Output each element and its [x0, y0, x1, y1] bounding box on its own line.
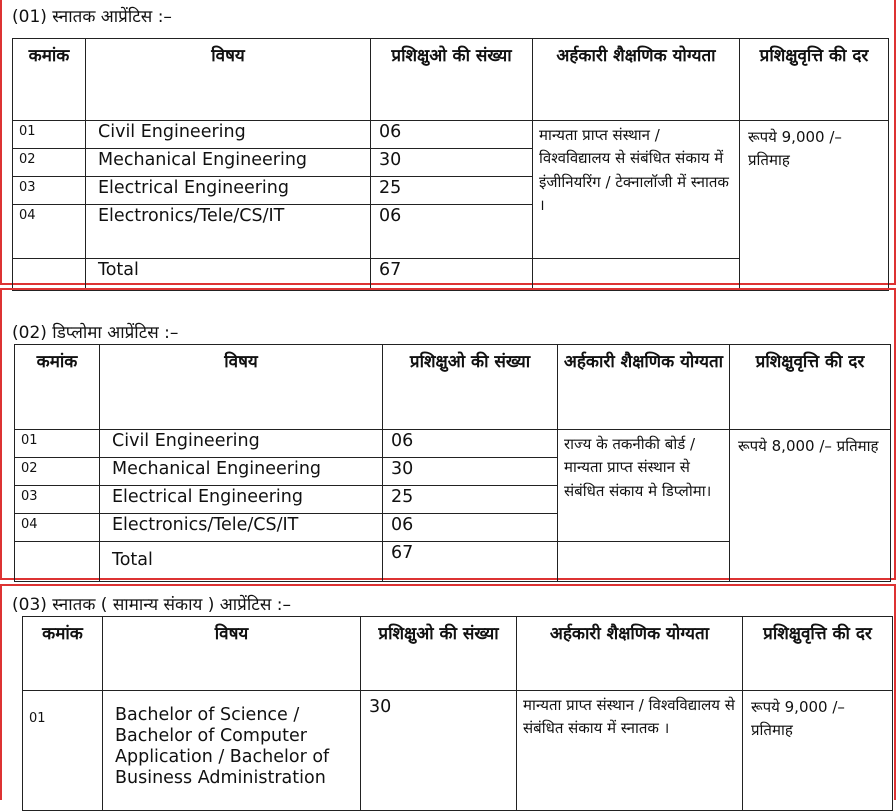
section-heading: (02) डिप्लोमा आप्रेंटिस :– — [12, 323, 179, 343]
total-label: Total — [100, 542, 383, 582]
row-count: 06 — [383, 430, 558, 458]
diploma-table — [14, 344, 891, 582]
total-value: 67 — [383, 542, 558, 582]
header-sno: कमांक — [15, 345, 100, 430]
section-heading: (03) स्नातक ( सामान्य संकाय ) आप्रेंटिस :– — [12, 595, 291, 615]
header-stipend: प्रशिक्षुवृत्ति की दर — [740, 39, 889, 121]
row-count: 25 — [383, 486, 558, 514]
header-subject: विषय — [103, 617, 361, 691]
table-row — [13, 121, 889, 149]
row-sno: 01 — [13, 121, 86, 149]
row-sno: 03 — [13, 177, 86, 205]
header-qualification: अर्हकारी शैक्षणिक योग्यता — [533, 39, 740, 121]
header-count: प्रशिक्षुओ की संख्या — [371, 39, 533, 121]
graduate-table — [12, 38, 889, 291]
qualification-cell: मान्यता प्राप्त संस्थान / विश्वविद्यालय से संबंधित संकाय में इंजीनियरिंग / टेक्नालॉजी में स्नातक । — [533, 121, 740, 259]
section-graduate-apprentice — [0, 0, 896, 285]
header-stipend: प्रशिक्षुवृत्ति की दर — [730, 345, 891, 430]
header-qualification: अर्हकारी शैक्षणिक योग्यता — [517, 617, 743, 691]
row-sno: 03 — [15, 486, 100, 514]
total-label: Total — [86, 259, 371, 291]
section-diploma-apprentice — [0, 288, 896, 580]
header-count: प्रशिक्षुओ की संख्या — [383, 345, 558, 430]
row-sno: 02 — [13, 149, 86, 177]
row-subject: Electrical Engineering — [86, 177, 371, 205]
row-sno: 04 — [13, 205, 86, 259]
table-row — [23, 691, 893, 811]
row-sno: 04 — [15, 514, 100, 542]
row-subject: Electronics/Tele/CS/IT — [100, 514, 383, 542]
stipend-cell: रूपये 8,000 /– प्रतिमाह — [730, 430, 891, 582]
header-qualification: अर्हकारी शैक्षणिक योग्यता — [558, 345, 730, 430]
row-count: 06 — [383, 514, 558, 542]
row-count: 25 — [371, 177, 533, 205]
row-sno: 02 — [15, 458, 100, 486]
header-subject: विषय — [100, 345, 383, 430]
header-sno: कमांक — [23, 617, 103, 691]
row-count: 30 — [383, 458, 558, 486]
section-heading: (01) स्नातक आप्रेंटिस :– — [12, 7, 172, 27]
total-value: 67 — [371, 259, 533, 291]
header-count: प्रशिक्षुओ की संख्या — [361, 617, 517, 691]
header-subject: विषय — [86, 39, 371, 121]
row-count: 30 — [361, 691, 517, 811]
row-subject: Civil Engineering — [100, 430, 383, 458]
row-subject: Mechanical Engineering — [86, 149, 371, 177]
row-subject: Electrical Engineering — [100, 486, 383, 514]
stipend-cell: रूपये 9,000 /– प्रतिमाह — [743, 691, 893, 811]
row-subject: Civil Engineering — [86, 121, 371, 149]
qualification-cell: मान्यता प्राप्त संस्थान / विश्वविद्यालय से संबंधित संकाय में स्नातक । — [517, 691, 743, 811]
header-sno: कमांक — [13, 39, 86, 121]
row-subject: Mechanical Engineering — [100, 458, 383, 486]
row-subject: Electronics/Tele/CS/IT — [86, 205, 371, 259]
row-subject: Bachelor of Science / Bachelor of Computer Application / Bachelor of Business Administration — [103, 691, 361, 811]
qualification-cell: राज्य के तकनीकी बोर्ड / मान्यता प्राप्त संस्थान से संबंधित संकाय मे डिप्लोमा। — [558, 430, 730, 542]
stipend-cell: रूपये 9,000 /– प्रतिमाह — [740, 121, 889, 291]
table-row — [15, 430, 891, 458]
header-stipend: प्रशिक्षुवृत्ति की दर — [743, 617, 893, 691]
row-sno: 01 — [23, 691, 103, 811]
row-count: 06 — [371, 121, 533, 149]
row-count: 30 — [371, 149, 533, 177]
general-graduate-table — [22, 616, 893, 811]
row-count: 06 — [371, 205, 533, 259]
row-sno: 01 — [15, 430, 100, 458]
section-general-graduate-apprentice — [0, 584, 896, 800]
